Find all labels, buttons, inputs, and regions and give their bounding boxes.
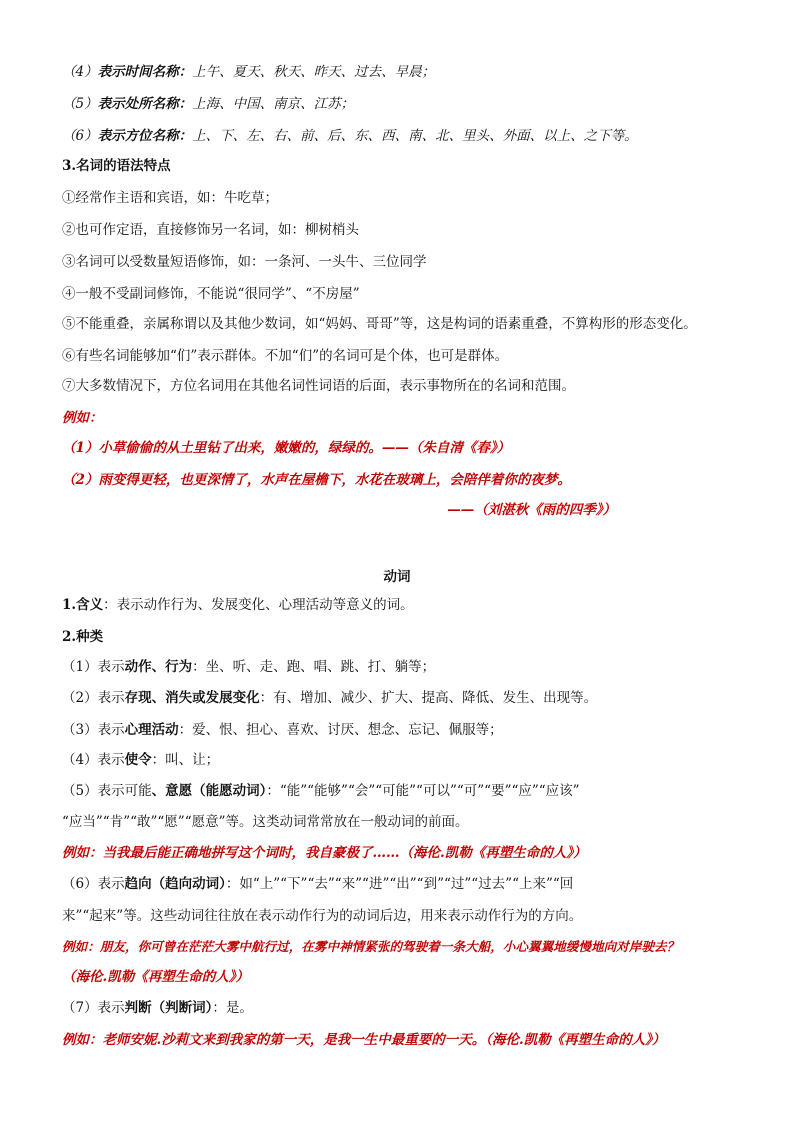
noun-type-5 (62, 94, 354, 114)
verb-type-6-cont: 来”“起来”等。这些动词往往放在表示动作行为的动词后边，用来表示动作行为的方向。 (62, 908, 583, 924)
type-text: ：如“上”“下”“去”“来”“进”“出”“到”“过”“过去”“上来”“回 (225, 876, 574, 892)
noun-type-6 (62, 126, 638, 146)
verb-meaning (62, 595, 414, 615)
item-label: 表示方位名称： (97, 128, 193, 144)
verb-type-6 (62, 874, 573, 894)
grammar-item-3: ③名词可以受数量短语修饰，如：一条河、一头牛、三位同学 (62, 254, 427, 270)
type-text: ：有、增加、减少、扩大、提高、降低、发生、出现等。 (259, 690, 598, 706)
type-text: ：“能”“能够”“会”“可能”“可以”“可”“要”“应”“应该” (266, 783, 580, 799)
verb-type-5 (62, 781, 580, 801)
type-key: 使令 (124, 752, 152, 768)
type-number: （1）表示 (62, 659, 125, 675)
type-key: 、意愿（能愿动词） (151, 783, 267, 799)
item-number: （6） (62, 128, 98, 144)
item-label: 表示处所名称： (97, 96, 193, 112)
type-number: （6）表示 (62, 876, 125, 892)
verb-type-6-example-source: （海伦.凯勒《再塑生命的人》） (62, 969, 249, 985)
grammar-item-7: ⑦大多数情况下，方位名词用在其他名词性词语的后面，表示事物所在的名词和范围。 (62, 378, 575, 394)
example-2: （2）雨变得更轻，也更深情了，水声在屋檐下，水花在玻璃上，会陪伴着你的夜梦。 (62, 472, 571, 488)
item-text: 上午、夏天、秋天、昨天、过去、早晨； (192, 64, 436, 80)
type-number: （3）表示 (62, 722, 125, 738)
grammar-heading: 3.名词的语法特点 (62, 158, 171, 174)
grammar-item-6: ⑥有些名词能够加“们”表示群体。不加“们”的名词可是个体，也可是群体。 (62, 348, 509, 364)
type-key: 动作、行为 (124, 659, 193, 675)
noun-type-4 (62, 62, 435, 82)
type-text: ：爱、恨、担心、喜欢、讨厌、想念、忘记、佩服等； (178, 722, 503, 738)
type-number: （4）表示 (62, 752, 125, 768)
grammar-item-1: ①经常作主语和宾语，如：牛吃草； (62, 190, 278, 206)
type-number: （5）表示可能 (62, 783, 152, 799)
example-1: （1）小草偷偷的从土里钻了出来，嫩嫩的，绿绿的。——（朱自清《春》） (62, 440, 511, 456)
grammar-item-2: ②也可作定语，直接修饰另一名词，如：柳树梢头 (62, 222, 359, 238)
verb-type-7-example: 例如：老师安妮.沙莉文来到我家的第一天，是我一生中最重要的一天。（海伦.凯勒《再塑生命的人》） (62, 1032, 666, 1048)
type-key: 心理活动 (124, 722, 179, 738)
verb-type-6-example: 例如：朋友，你可曾在茫茫大雾中航行过，在雾中神情紧张的驾驶着一条大船，小心翼翼地缓慢地向对岸驶去？ (62, 939, 680, 954)
type-text: ：叫、让； (151, 752, 220, 768)
type-key: 判断（判断词） (124, 1000, 213, 1016)
verb-type-5-example: 例如：当我最后能正确地拼写这个词时，我自豪极了……（海伦.凯勒《再塑生命的人》） (62, 845, 587, 861)
type-number: （7）表示 (62, 1000, 125, 1016)
verb-type-2 (62, 688, 597, 708)
verb-types-heading: 2.种类 (62, 629, 104, 645)
type-text: ：坐、听、走、跑、唱、跳、打、躺等； (192, 659, 436, 675)
verb-type-1 (62, 657, 435, 677)
section-title: 动词 (383, 569, 411, 585)
grammar-item-5: ⑤不能重叠，亲属称谓以及其他少数词，如“妈妈、哥哥”等，这是构词的语素重叠，不算构形的形态变化。 (62, 316, 697, 332)
verb-type-4 (62, 750, 219, 770)
item-text: 上海、中国、南京、江苏； (192, 96, 355, 112)
item-text: 上、下、左、右、前、后、东、西、南、北、里头、外面、以上、之下等。 (192, 128, 638, 144)
example-2-source: ——（刘湛秋《雨的四季》） (447, 502, 616, 518)
item-number: （5） (62, 96, 98, 112)
verb-type-3 (62, 720, 503, 740)
grammar-item-4: ④一般不受副词修饰，不能说“很同学”、“不房屋” (62, 286, 360, 302)
verb-type-7 (62, 998, 253, 1018)
example-label: 例如： (62, 410, 103, 426)
type-text: ：是。 (212, 1000, 253, 1016)
type-key: 存现、消失或发展变化 (124, 690, 260, 706)
type-key: 趋向（趋向动词） (124, 876, 226, 892)
meaning-text: ：表示动作行为、发展变化、心理活动等意义的词。 (103, 597, 414, 613)
meaning-label: 1.含义 (62, 597, 104, 613)
item-number: （4） (62, 64, 98, 80)
type-number: （2）表示 (62, 690, 125, 706)
verb-type-5-cont: “应当”“肯”“敢”“愿”“愿意”等。这类动词常常放在一般动词的前面。 (62, 814, 469, 830)
item-label: 表示时间名称： (97, 64, 193, 80)
